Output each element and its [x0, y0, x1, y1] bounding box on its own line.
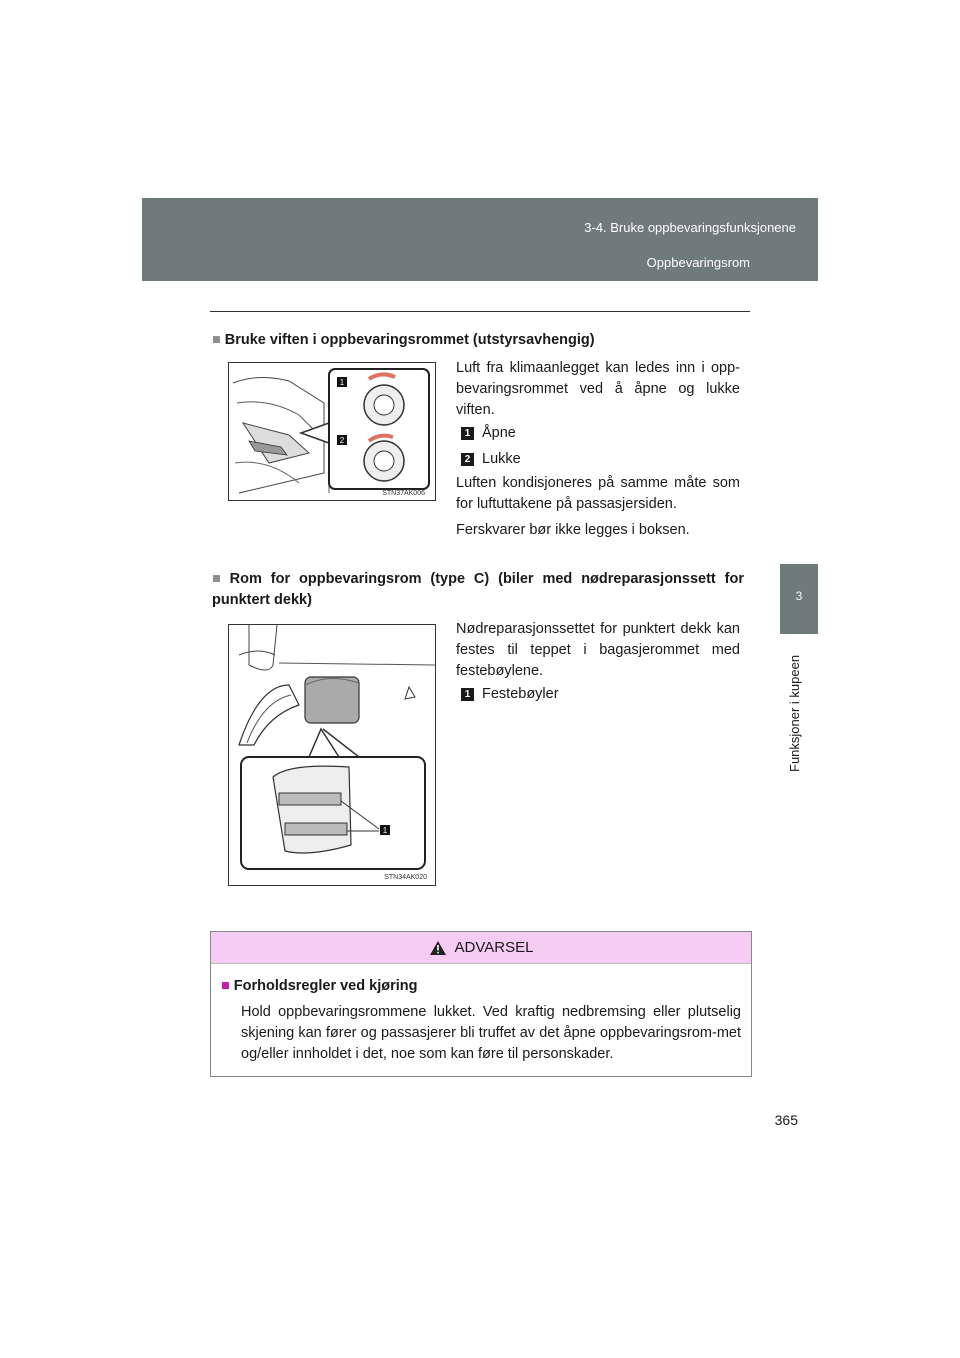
number-badge: 1	[461, 688, 474, 701]
item-brackets: 1 Festebøyler	[461, 684, 559, 704]
figure-code: STN34AK020	[384, 874, 427, 881]
item-close: 2 Lukke	[461, 449, 521, 469]
section1-note1: Luften kondisjoneres på samme måte som for luftuttakene på passasjersiden.	[456, 475, 740, 512]
page-number: 365	[774, 1112, 798, 1128]
chapter-side-label: Funksjoner i kupeen	[787, 654, 802, 772]
section2-intro: Nødreparasjonssettet for punktert dekk kan festes til teppet i bagasjerommet med festebøylene.	[456, 621, 740, 679]
storage-figure	[228, 624, 436, 886]
square-bullet-icon: ■	[212, 332, 221, 348]
number-badge: 1	[461, 427, 474, 440]
callout-2: 2	[339, 436, 345, 445]
number-badge: 2	[461, 453, 474, 466]
warning-triangle-icon	[429, 940, 447, 956]
section-title: 3-4. Bruke oppbevaringsfunksjonene	[584, 220, 796, 235]
section1-intro: Luft fra klimaanlegget kan ledes inn i opp-bevaringsrommet ved å åpne og lukke viften.	[456, 360, 740, 418]
warning-box	[210, 931, 752, 1077]
section1-note2: Ferskvarer bør ikke legges i boksen.	[456, 522, 690, 538]
warning-label: ADVARSEL	[454, 939, 534, 956]
storage-illustration	[229, 625, 435, 885]
item-open: 1 Åpne	[461, 423, 516, 443]
vent-illustration	[229, 363, 435, 500]
section1-heading: ■ Bruke viften i oppbevaringsrommet (utstyrsavhengig)	[212, 332, 595, 348]
subsection-title: Oppbevaringsrom	[646, 255, 750, 270]
callout-1: 1	[339, 378, 345, 387]
header-band	[142, 198, 818, 281]
callout-1: 1	[382, 826, 388, 835]
square-bullet-icon: ■	[212, 571, 226, 587]
warning-header	[211, 932, 751, 964]
top-rule	[210, 311, 750, 312]
square-bullet-icon: ■	[221, 978, 230, 994]
chapter-tab: 3	[780, 564, 818, 634]
vent-figure	[228, 362, 436, 501]
section2-heading: ■ Rom for oppbevaringsrom (type C) (biler med nødreparasjonssett for punktert dekk)	[212, 571, 744, 608]
figure-code: STN37AK006	[382, 490, 425, 497]
warning-text: Hold oppbevaringsrommene lukket. Ved kraftig nedbremsing eller plutselig skjening kan fører og passasjerer bli truffet av det åpne oppbevaringsrom-met og/eller innholdet i det, noe som kan føre til personskader.	[241, 1004, 741, 1062]
warning-title: ■ Forholdsregler ved kjøring	[221, 978, 418, 994]
